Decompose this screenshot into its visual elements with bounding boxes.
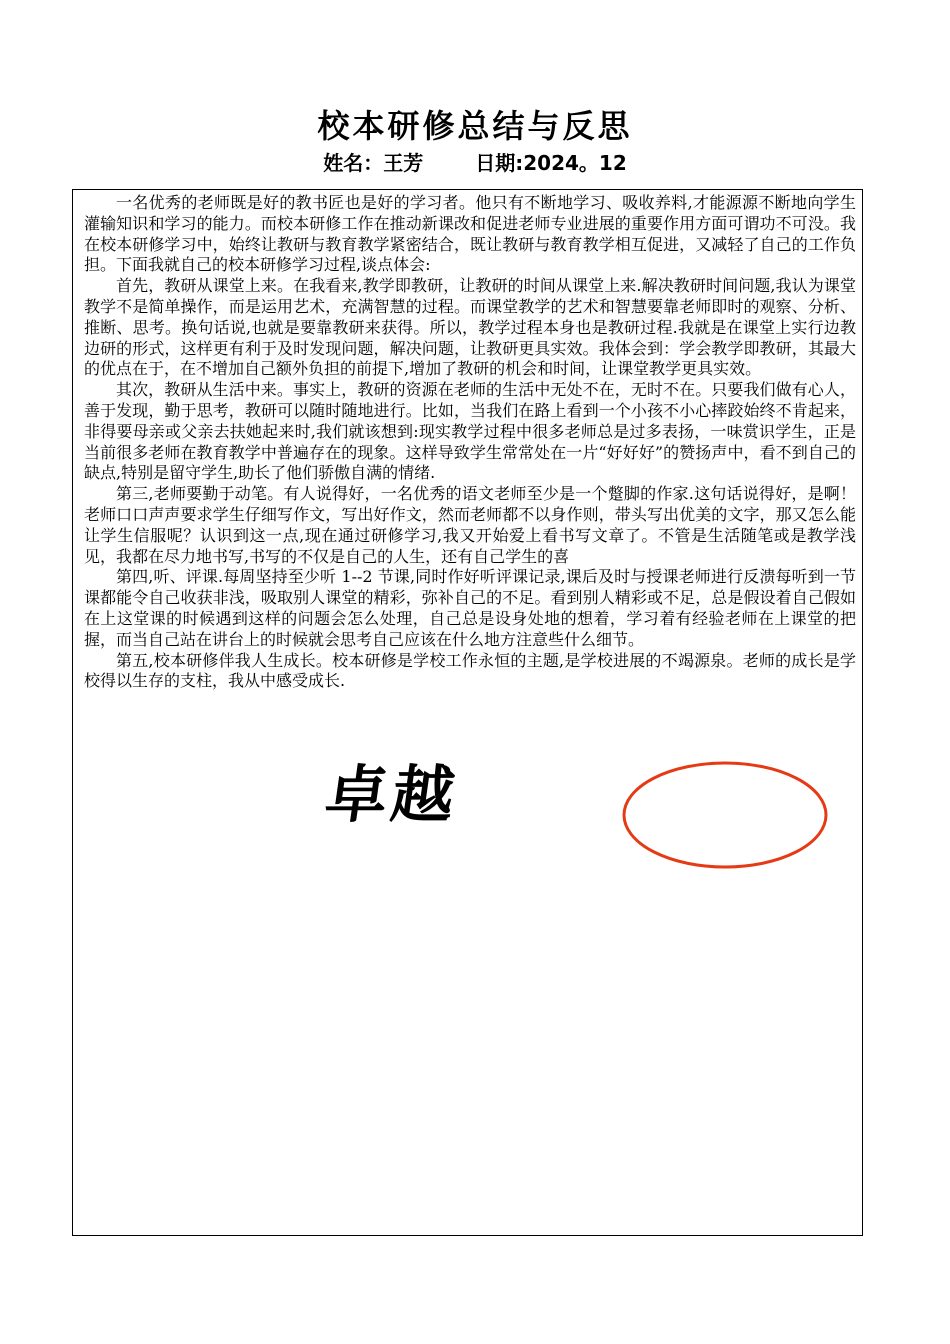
paragraph-second: 其次，教研从生活中来。事实上，教研的资源在老师的生活中无处不在，无时不在。只要我们做有心人，善于发现，勤于思考，教研可以随时随地进行。比如，当我们在路上看到一个小孩不小心摔跤始终不肯起来，非得要母亲或父亲去扶她起来时,我们就该想到:现实教学过程中很多老师总是过多表扬，一味赏识学生，正是当前很多老师在教育教学中普遍存在的现象。这样导致学生常常处在一片“好好好”的赞扬声中，看不到自己的缺点,特别是留守学生,助长了他们骄傲自满的情绪. bbox=[84, 380, 856, 483]
paragraph-third: 第三,老师要勤于动笔。有人说得好，一名优秀的语文老师至少是一个蹩脚的作家.这句话说得好，是啊！老师口口声声要求学生仔细写作文，写出好作文，然而老师都不以身作则，带头写出优美的文字，那又怎么能让学生信服呢？认识到这一点,现在通过研修学习,我又开始爱上看书写文章了。不管是生活随笔或是教学浅见，我都在尽力地书写,书写的不仅是自己的人生，还有自己学生的喜 bbox=[84, 484, 856, 566]
paragraph-intro: 一名优秀的老师既是好的教书匠也是好的学习者。他只有不断地学习、吸收养料,才能源源不断地向学生灌输知识和学习的能力。而校本研修工作在推动新课改和促进老师专业进展的重要作用方面可谓功不可没。我在校本研修学习中，始终让教研与教育教学紧密结合，既让教研与教育教学相互促进，又减轻了自己的工作负担。下面我就自己的校本研修学习过程,谈点体会: bbox=[84, 193, 856, 275]
document-date: 日期:2024。12 bbox=[475, 151, 627, 175]
document-title: 校本研修总结与反思 bbox=[317, 107, 633, 145]
red-seal-ellipse bbox=[620, 760, 832, 876]
author-name: 姓名：王芳 bbox=[323, 151, 424, 175]
body-text bbox=[84, 193, 856, 692]
seal-outline bbox=[624, 763, 826, 867]
paragraph-fourth: 第四,听、评课.每周坚持至少听 1--2 节课,同时作好听评课记录,课后及时与授课老师进行反溃每听到一节课都能令自己收获非浅，吸取别人课堂的精彩，弥补自己的不足。看到别人精彩或不足，总是假设着自己假如在上这堂课的时候遇到这样的问题会怎么处理，自己总是设身处地的想着，学习着有经验老师在上课堂的把握，而当自己站在讲台上的时候就会思考自己应该在什么地方注意些什么细节。 bbox=[84, 567, 856, 649]
author-date-line bbox=[0, 148, 950, 178]
paragraph-fifth: 第五,校本研修伴我人生成长。校本研修是学校工作永恒的主题,是学校进展的不竭源泉。老师的成长是学校得以生存的支柱，我从中感受成长. bbox=[84, 650, 856, 691]
paragraph-first: 首先，教研从课堂上来。在我看来,教学即教研，让教研的时间从课堂上来.解决教研时间问题,我认为课堂教学不是简单操作，而是运用艺术，充满智慧的过程。而课堂教学的艺术和智慧要靠老师即时的观察、分析、推断、思考。换句话说,也就是要靠教研来获得。所以，教学过程本身也是教研过程.我就是在课堂上实行边教边研的形式，这样更有利于及时发现问题，解决问题，让教研更具实效。我体会到：学会教学即教研，其最大的优点在于，在不增加自己额外负担的前提下,增加了教研的机会和时间，让课堂教学更具实效。 bbox=[84, 276, 856, 379]
excellence-stamp-text: 卓越 bbox=[320, 758, 464, 831]
